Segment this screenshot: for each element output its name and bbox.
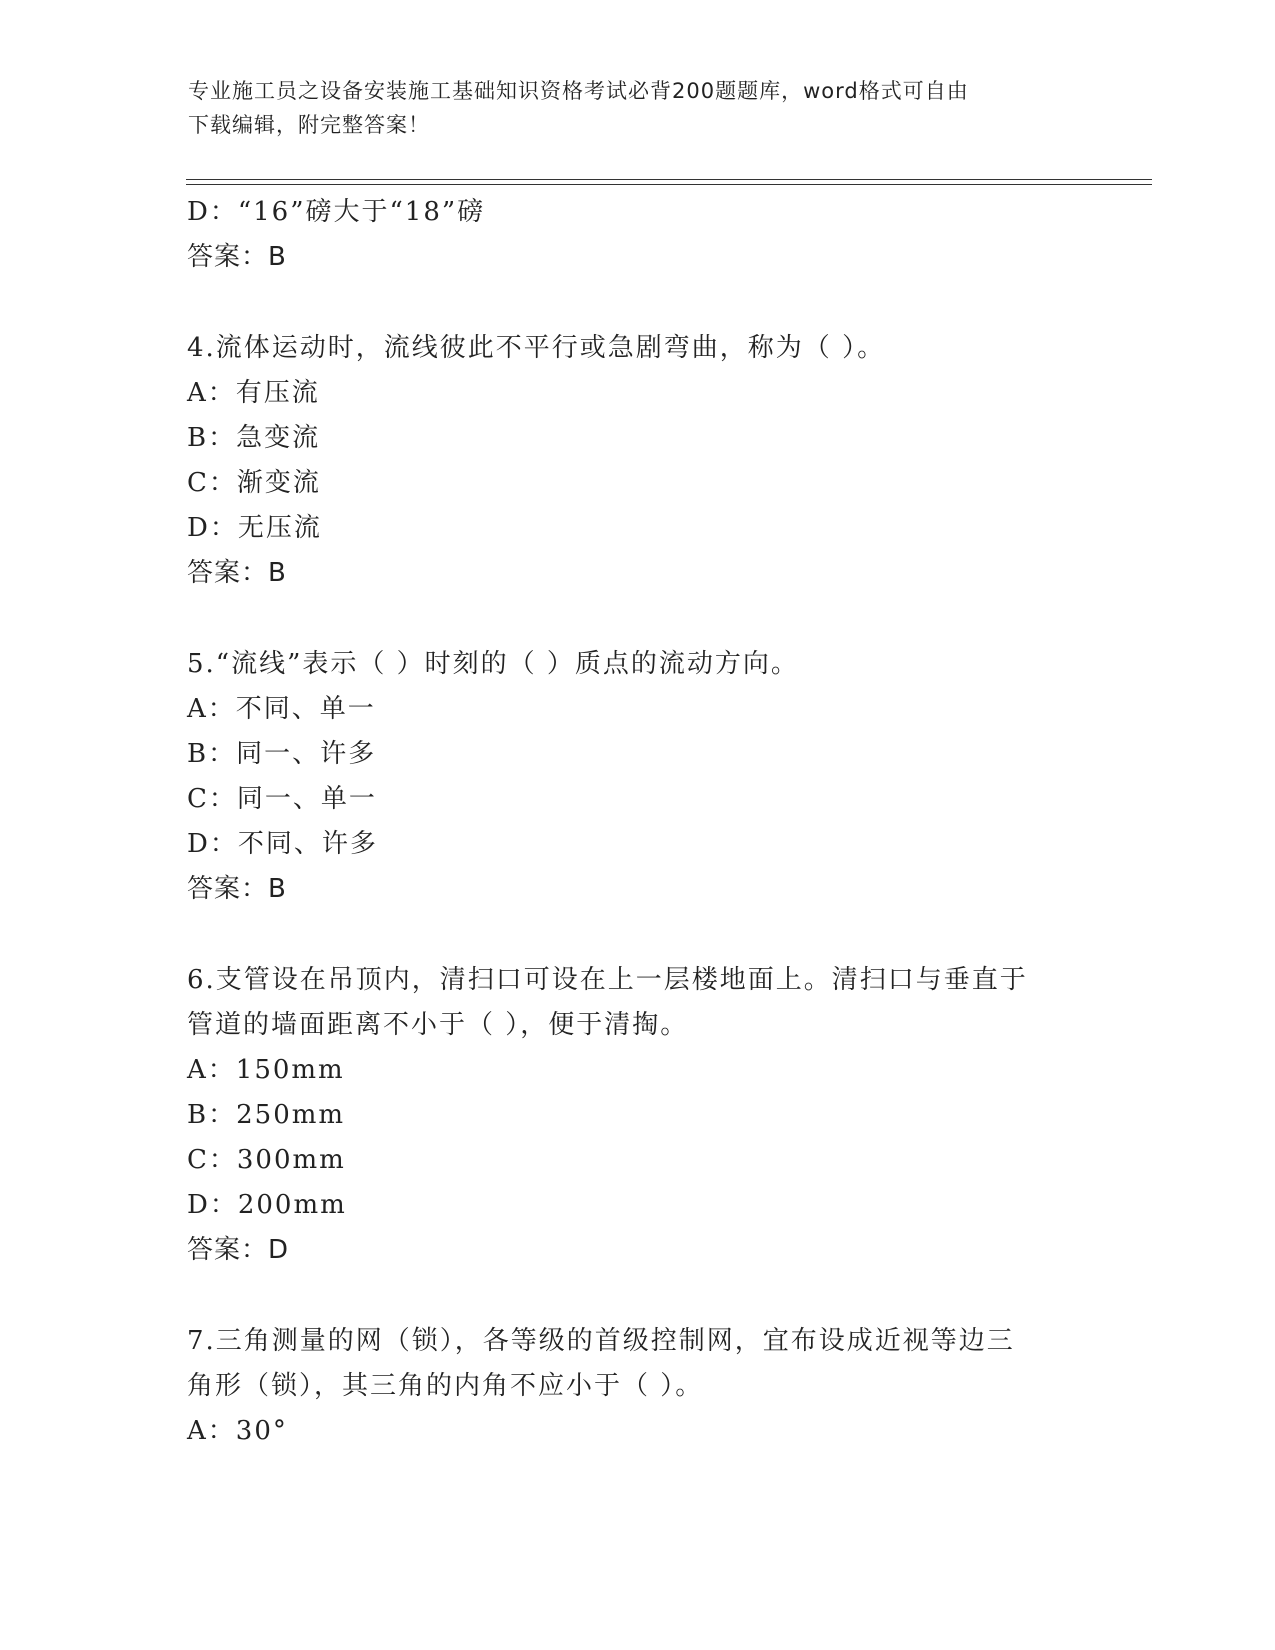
answer: 答案：B <box>187 874 287 904</box>
option-d: D：“16”磅大于“18”磅 <box>187 197 486 227</box>
question-stem-line-1: 6.支管设在吊顶内，清扫口可设在上一层楼地面上。清扫口与垂直于 <box>187 965 1028 995</box>
question-stem-line-2: 管道的墙面距离不小于（ ），便于清掏。 <box>187 1010 689 1040</box>
option-d: D：200mm <box>187 1190 347 1220</box>
option-c: C：同一、单一 <box>187 784 377 814</box>
option-a: A：不同、单一 <box>187 694 376 724</box>
question-stem: 4.流体运动时，流线彼此不平行或急剧弯曲，称为（ ）。 <box>187 333 886 363</box>
question-5 <box>187 642 1107 912</box>
question-stem: 5.“流线”表示（ ）时刻的（ ）质点的流动方向。 <box>187 649 799 679</box>
header-line-1: 专业施工员之设备安装施工基础知识资格考试必背200题题库，word格式可自由 <box>188 79 969 103</box>
question-4 <box>187 326 1107 596</box>
question-stem-line-2: 角形（锁），其三角的内角不应小于（ ）。 <box>187 1371 704 1401</box>
option-d: D：不同、许多 <box>187 829 378 859</box>
option-d: D：无压流 <box>187 513 322 543</box>
option-a: A：150mm <box>187 1055 345 1085</box>
question-list <box>187 190 1107 1454</box>
answer: 答案：B <box>187 558 287 588</box>
option-c: C：300mm <box>187 1145 346 1175</box>
header-rule-bottom <box>186 184 1152 185</box>
option-b: B：同一、许多 <box>187 739 377 769</box>
answer: 答案：B <box>187 242 287 272</box>
document-header <box>188 74 1068 142</box>
answer: 答案：D <box>187 1235 290 1265</box>
option-a: A：有压流 <box>187 378 320 408</box>
header-line-2: 下载编辑，附完整答案！ <box>188 113 430 137</box>
option-a: A：30° <box>187 1416 288 1446</box>
option-b: B：急变流 <box>187 423 321 453</box>
question-7 <box>187 1319 1107 1454</box>
question-stem-line-1: 7.三角测量的网（锁），各等级的首级控制网，宜布设成近视等边三 <box>187 1326 1015 1356</box>
option-b: B：250mm <box>187 1100 346 1130</box>
question-3-tail <box>187 190 1107 280</box>
header-rule-top <box>186 179 1152 180</box>
option-c: C：渐变流 <box>187 468 321 498</box>
question-6 <box>187 958 1107 1273</box>
